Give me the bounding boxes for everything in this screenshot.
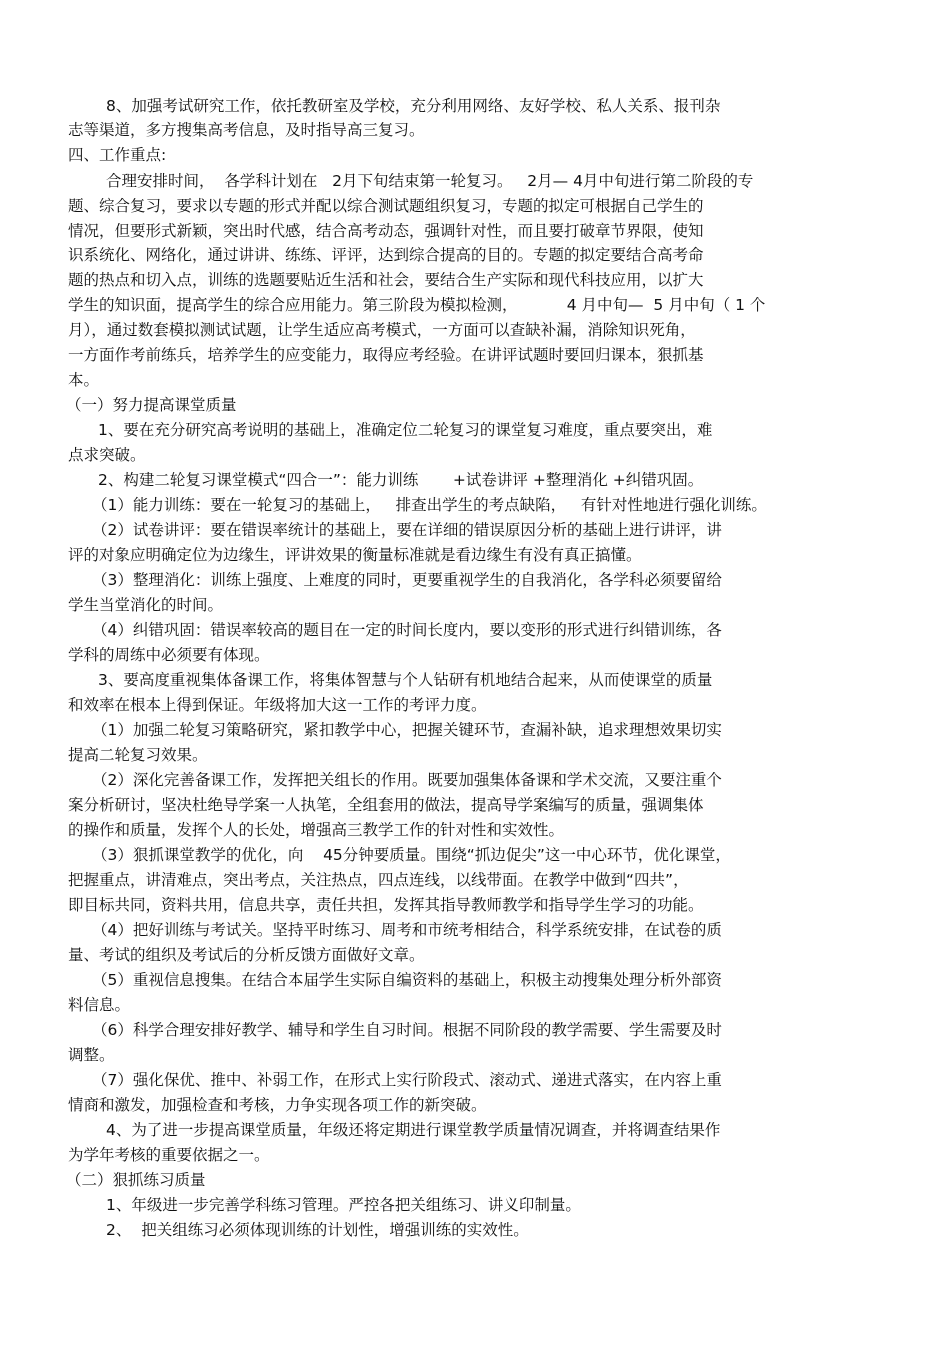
text-line: （3）整理消化：训练上强度、上难度的同时，更要重视学生的自我消化，各学科必须要留给: [92, 571, 722, 589]
text-line: 的操作和质量，发挥个人的长处，增强高三教学工作的针对性和实效性。: [68, 821, 565, 839]
text-line: 合理安排时间， 各学科计划在 2月下旬结束第一轮复习。 2月— 4月中旬进行第二阶段的专: [106, 172, 754, 190]
text-line: 把握重点，讲清难点，突出考点，关注热点，四点连线，以线带面。在教学中做到“四共”，: [68, 871, 689, 889]
text-line: 题的热点和切入点，训练的选题要贴近生活和社会，要结合生产实际和现代科技应用，以扩大: [68, 271, 704, 289]
text-line: （3）狠抓课堂教学的优化，向 45分钟要质量。围绕“抓边促尖”这一中心环节，优化课堂，: [92, 846, 731, 864]
text-line: 案分析研讨，坚决杜绝导学案一人执笔，全组套用的做法，提高导学案编写的质量，强调集体: [68, 796, 704, 814]
text-line: 提高二轮复习效果。: [68, 746, 208, 764]
text-line: 情况，但要形式新颖，突出时代感，结合高考动态，强调针对性，而且要打破章节界限，使知: [68, 222, 704, 240]
section-heading: （二）狠抓练习质量: [66, 1171, 206, 1189]
text-line: 2、构建二轮复习课堂模式“四合一”：能力训练 +试卷讲评 +整理消化 +纠错巩固。: [98, 471, 704, 489]
text-line: 学科的周练中必须要有体现。: [68, 646, 270, 664]
text-line: 量、考试的组织及考试后的分析反馈方面做好文章。: [68, 946, 425, 964]
text-line: 志等渠道，多方搜集高考信息，及时指导高三复习。: [68, 121, 425, 139]
text-line: 本。: [68, 371, 100, 389]
text-line: 1、要在充分研究高考说明的基础上，准确定位二轮复习的课堂复习难度，重点要突出，难: [98, 421, 713, 439]
text-line: 即目标共同，资料共用，信息共享，责任共担，发挥其指导教师教学和指导学生学习的功能。: [68, 896, 704, 914]
text-line: 识系统化、网络化，通过讲讲、练练、评评，达到综合提高的目的。专题的拟定要结合高考命: [68, 246, 704, 264]
section-heading: （一）努力提高课堂质量: [66, 396, 237, 414]
text-line: 月），通过数套模拟测试试题，让学生适应高考模式，一方面可以查缺补漏，消除知识死角，: [68, 321, 696, 339]
text-line: （7）强化保优、推中、补弱工作，在形式上实行阶段式、滚动式、递进式落实，在内容上重: [92, 1071, 722, 1089]
text-line: 一方面作考前练兵，培养学生的应变能力，取得应考经验。在讲评试题时要回归课本，狠抓基: [68, 346, 704, 364]
text-line: 题、综合复习，要求以专题的形式并配以综合测试题组织复习，专题的拟定可根据自己学生的: [68, 197, 704, 215]
text-line: 点求突破。: [68, 446, 146, 464]
text-line: （4）纠错巩固：错误率较高的题目在一定的时间长度内，要以变形的形式进行纠错训练，各: [92, 621, 722, 639]
text-line: 评的对象应明确定位为边缘生，评讲效果的衡量标准就是看边缘生有没有真正搞懂。: [68, 546, 642, 564]
text-line: 为学年考核的重要依据之一。: [68, 1146, 270, 1164]
text-line: （5）重视信息搜集。在结合本届学生实际自编资料的基础上，积极主动搜集处理分析外部资: [92, 971, 722, 989]
text-line: 和效率在根本上得到保证。年级将加大这一工作的考评力度。: [68, 696, 487, 714]
text-line: 8、加强考试研究工作，依托教研室及学校，充分利用网络、友好学校、私人关系、报刊杂: [106, 97, 721, 115]
text-line: 1、年级进一步完善学科练习管理。严控各把关组练习、讲义印制量。: [106, 1196, 581, 1214]
text-line: 学生当堂消化的时间。: [68, 596, 224, 614]
text-line: （2）试卷讲评：要在错误率统计的基础上，要在详细的错误原因分析的基础上进行讲评，讲: [92, 521, 722, 539]
text-line: （1）加强二轮复习策略研究，紧扣教学中心，把握关键环节，查漏补缺，追求理想效果切实: [92, 721, 722, 739]
text-line: 2、 把关组练习必须体现训练的计划性，增强训练的实效性。: [106, 1221, 529, 1239]
text-line: 3、要高度重视集体备课工作，将集体智慧与个人钻研有机地结合起来，从而使课堂的质量: [98, 671, 713, 689]
text-line: 4、为了进一步提高课堂质量，年级还将定期进行课堂教学质量情况调查，并将调查结果作: [106, 1121, 721, 1139]
text-line: （4）把好训练与考试关。坚持平时练习、周考和市统考相结合，科学系统安排，在试卷的质: [92, 921, 722, 939]
text-line: 情商和激发，加强检查和考核，力争实现各项工作的新突破。: [68, 1096, 487, 1114]
text-line: （6）科学合理安排好教学、辅导和学生自习时间。根据不同阶段的教学需要、学生需要及时: [92, 1021, 722, 1039]
text-line: 学生的知识面，提高学生的综合应用能力。第三阶段为模拟检测， 4 月中旬— 5 月中旬（ 1 个: [68, 296, 766, 314]
text-line: 料信息。: [68, 996, 131, 1014]
section-heading: 四、工作重点:: [68, 146, 167, 164]
text-line: （1）能力训练：要在一轮复习的基础上， 排查出学生的考点缺陷， 有针对性地进行强化训练。: [92, 496, 767, 514]
text-line: （2）深化完善备课工作，发挥把关组长的作用。既要加强集体备课和学术交流，又要注重个: [92, 771, 722, 789]
text-line: 调整。: [68, 1046, 115, 1064]
